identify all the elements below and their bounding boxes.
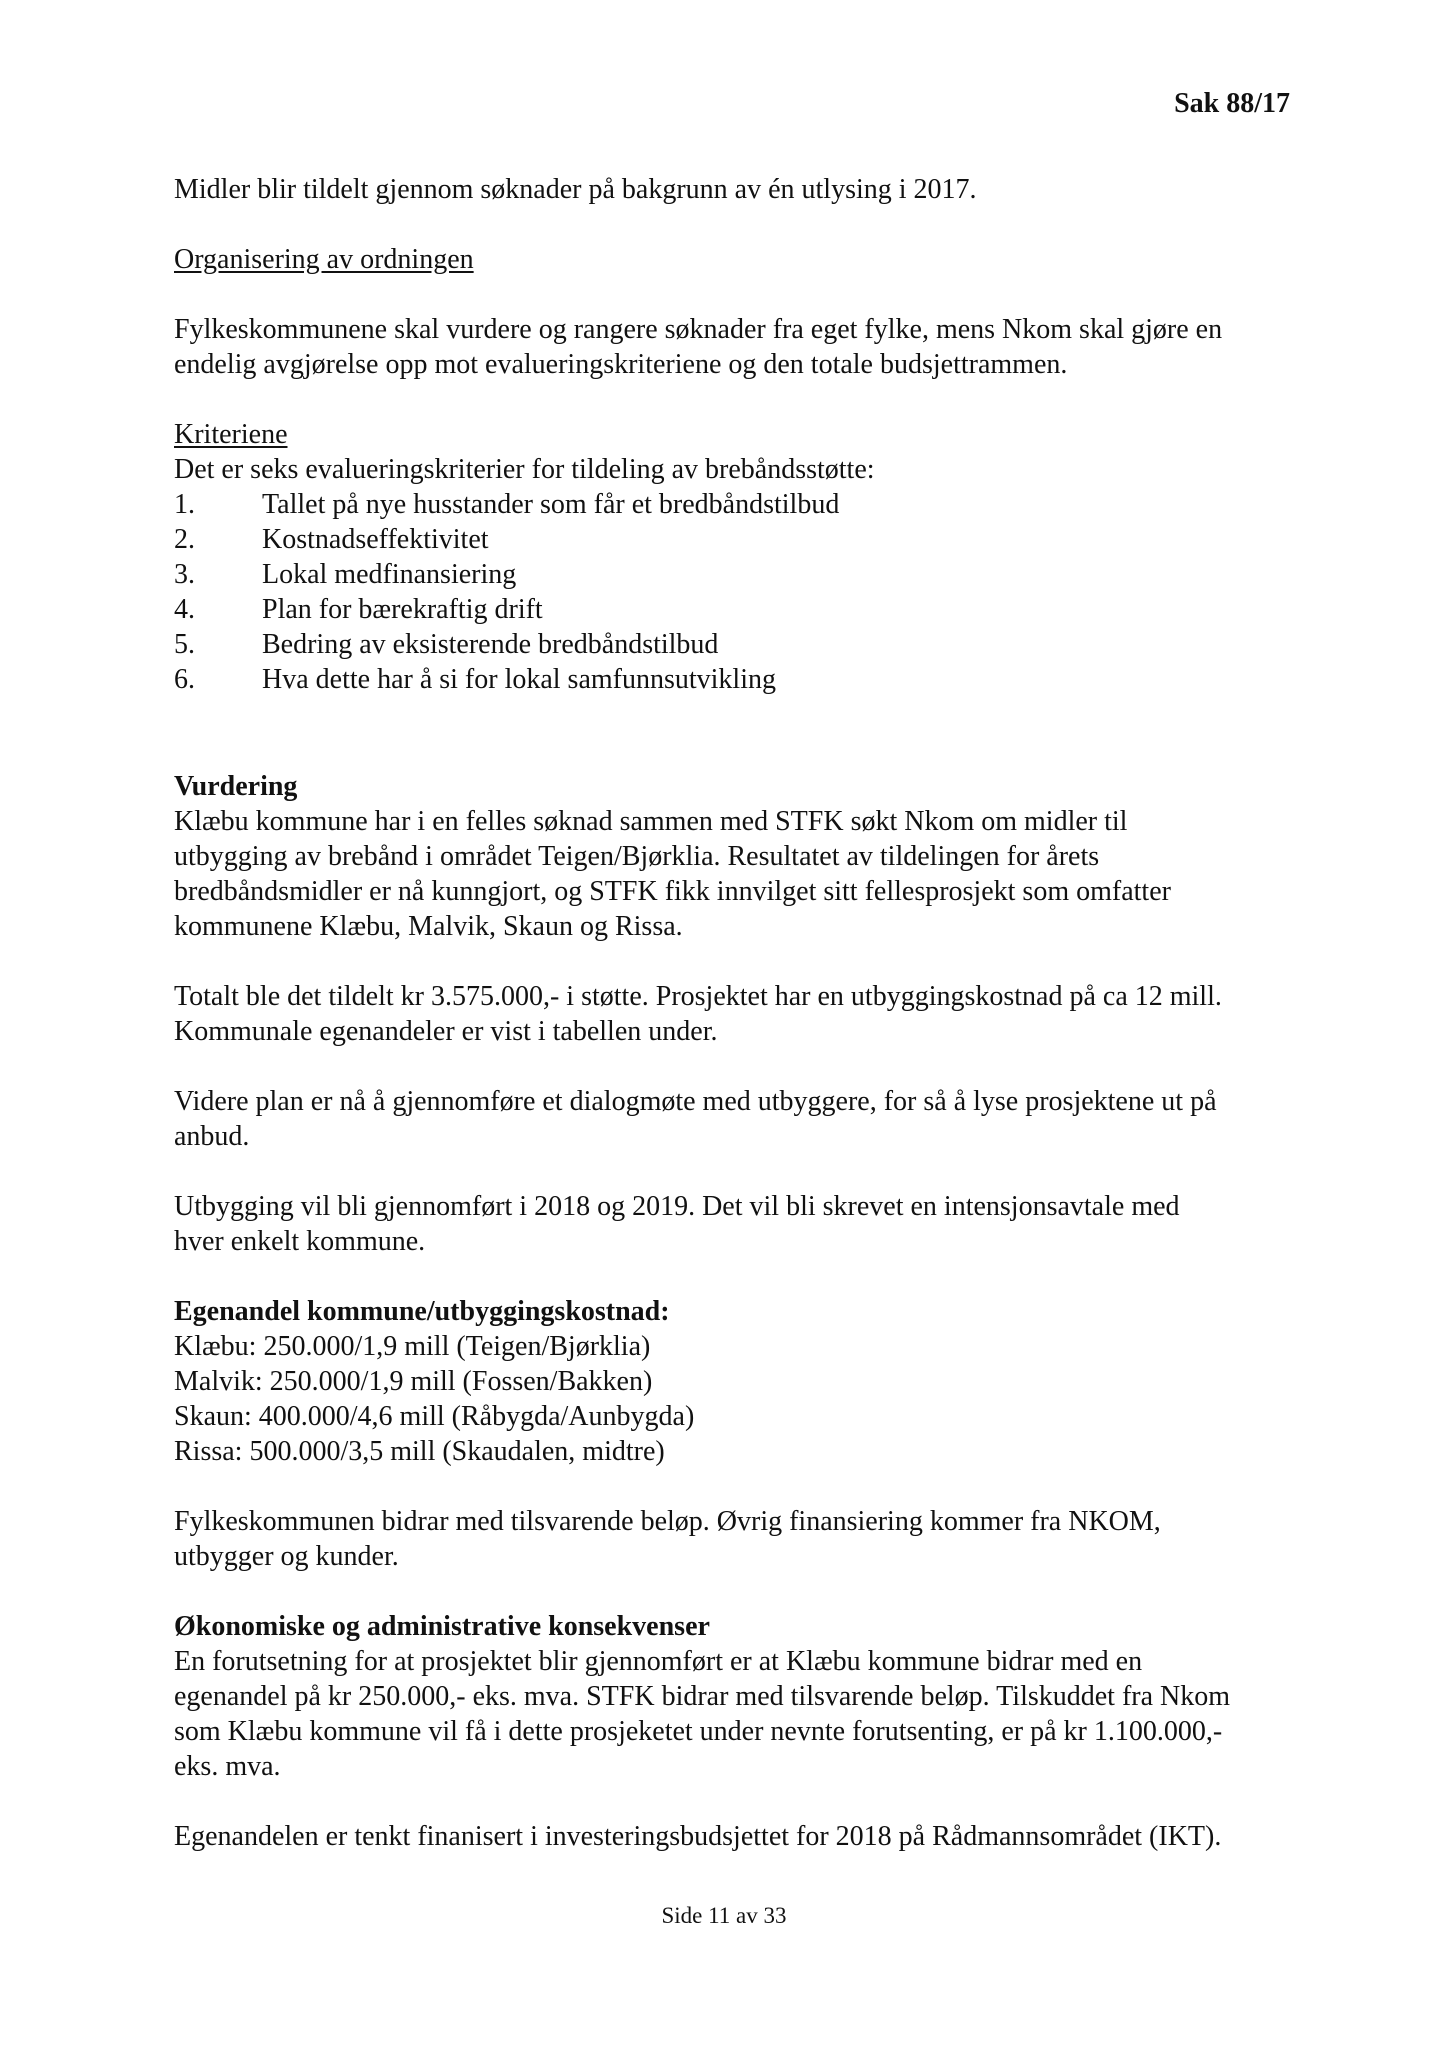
vurdering-heading: Vurdering (174, 771, 298, 802)
text-line: hver enkelt kommune. (174, 1226, 426, 1257)
list-number: 3. (174, 559, 195, 590)
text-line: Fylkeskommunene skal vurdere og rangere søknader fra eget fylke, mens Nkom skal gjøre en (174, 314, 1223, 345)
list-number: 1. (174, 489, 195, 520)
konsekvenser-paragraph-2 (174, 1819, 1294, 1854)
text-line: Klæbu kommune har i en felles søknad sammen med STFK søkt Nkom om midler til (174, 806, 1128, 837)
list-item (174, 557, 1294, 592)
vurdering-paragraph-2 (174, 979, 1294, 1049)
kriteriene-heading: Kriteriene (174, 419, 288, 450)
text-line: eks. mva. (174, 1751, 281, 1782)
list-number: 5. (174, 629, 195, 660)
list-item (174, 522, 1294, 557)
text-line: bredbåndsmidler er nå kunngjort, og STFK fikk innvilget sitt fellesprosjekt som omfatter (174, 876, 1171, 907)
document-body (174, 172, 1294, 1854)
text-line: Utbygging vil bli gjennomført i 2018 og 2019. Det vil bli skrevet en intensjonsavtale med (174, 1191, 1180, 1222)
list-item (174, 662, 1294, 697)
organisering-heading: Organisering av ordningen (174, 244, 474, 275)
list-number: 2. (174, 524, 195, 555)
text-line: endelig avgjørelse opp mot evalueringskriteriene og den totale budsjettrammen. (174, 349, 1068, 380)
text-line: En forutsetning for at prosjektet blir gjennomført er at Klæbu kommune bidrar med en (174, 1646, 1143, 1677)
list-item (174, 627, 1294, 662)
egenandel-row: Rissa: 500.000/3,5 mill (Skaudalen, midtre) (174, 1436, 665, 1467)
text-line: utbygging av brebånd i området Teigen/Bjørklia. Resultatet av tildelingen for årets (174, 841, 1100, 872)
list-number: 6. (174, 664, 195, 695)
text-line: anbud. (174, 1121, 250, 1152)
list-text: Plan for bærekraftig drift (262, 594, 543, 625)
criteria-list (174, 487, 1294, 697)
text-line: Egenandelen er tenkt finanisert i investeringsbudsjettet for 2018 på Rådmannsområdet (IKT). (174, 1821, 1222, 1852)
text-line: som Klæbu kommune vil få i dette prosjeketet under nevnte forutsenting, er på kr 1.100.000,- (174, 1716, 1223, 1747)
konsekvenser-paragraph-1 (174, 1644, 1294, 1784)
egenandel-row: Malvik: 250.000/1,9 mill (Fossen/Bakken) (174, 1366, 653, 1397)
egenandel-heading: Egenandel kommune/utbyggingskostnad: (174, 1296, 670, 1327)
list-text: Lokal medfinansiering (262, 559, 517, 590)
vurdering-paragraph-4 (174, 1189, 1294, 1259)
kriteriene-intro: Det er seks evalueringskriterier for tildeling av brebåndsstøtte: (174, 454, 875, 485)
vurdering-paragraph-3 (174, 1084, 1294, 1154)
list-item (174, 487, 1294, 522)
egenandel-after-paragraph (174, 1504, 1294, 1574)
text-line: Totalt ble det tildelt kr 3.575.000,- i støtte. Prosjektet har en utbyggingskostnad på ca 12 mill. (174, 981, 1222, 1012)
egenandel-row: Klæbu: 250.000/1,9 mill (Teigen/Bjørklia) (174, 1331, 651, 1362)
text-line: egenandel på kr 250.000,- eks. mva. STFK bidrar med tilsvarende beløp. Tilskuddet fra Nkom (174, 1681, 1231, 1712)
text-line: kommunene Klæbu, Malvik, Skaun og Rissa. (174, 911, 683, 942)
list-number: 4. (174, 594, 195, 625)
organisering-paragraph (174, 312, 1294, 382)
list-text: Kostnadseffektivitet (262, 524, 489, 555)
list-text: Hva dette har å si for lokal samfunnsutvikling (262, 664, 776, 695)
egenandel-row: Skaun: 400.000/4,6 mill (Råbygda/Aunbygda) (174, 1401, 695, 1432)
konsekvenser-heading: Økonomiske og administrative konsekvenser (174, 1611, 710, 1642)
list-item (174, 592, 1294, 627)
list-text: Bedring av eksisterende bredbåndstilbud (262, 629, 719, 660)
list-text: Tallet på nye husstander som får et bredbåndstilbud (262, 489, 840, 520)
text-line: utbygger og kunder. (174, 1541, 399, 1572)
page-number: Side 11 av 33 (661, 1903, 787, 1928)
text-line: Kommunale egenandeler er vist i tabellen under. (174, 1016, 718, 1047)
intro-line: Midler blir tildelt gjennom søknader på bakgrunn av én utlysing i 2017. (174, 174, 977, 205)
text-line: Fylkeskommunen bidrar med tilsvarende beløp. Øvrig finansiering kommer fra NKOM, (174, 1506, 1161, 1537)
text-line: Videre plan er nå å gjennomføre et dialogmøte med utbyggere, for så å lyse prosjektene ut på (174, 1086, 1217, 1117)
egenandel-list (174, 1329, 1294, 1469)
vurdering-paragraph-1 (174, 804, 1294, 944)
case-number: Sak 88/17 (1174, 88, 1290, 119)
